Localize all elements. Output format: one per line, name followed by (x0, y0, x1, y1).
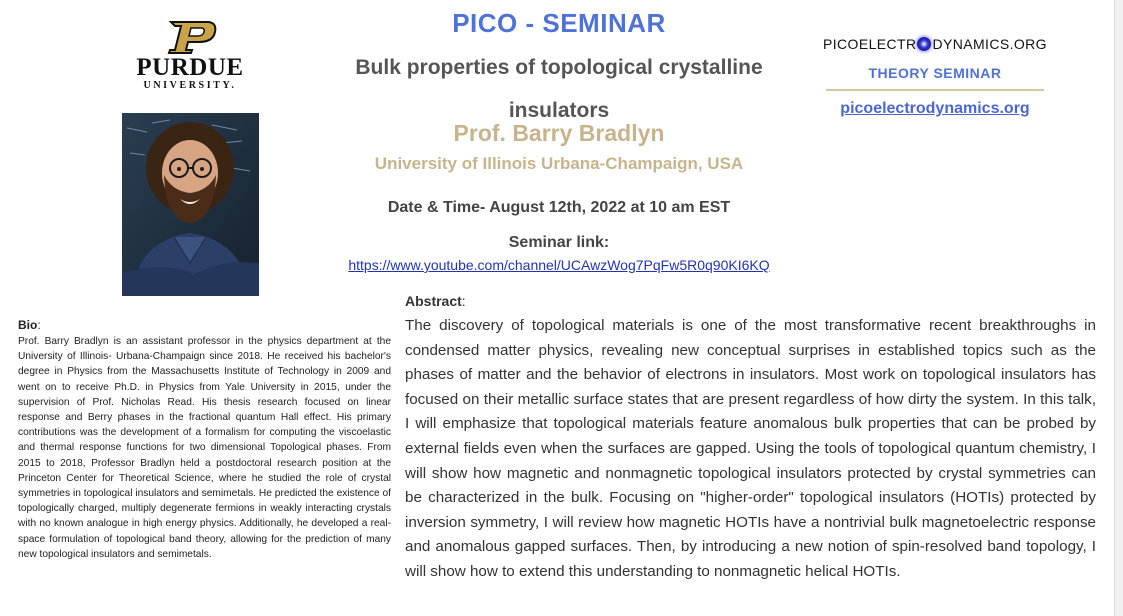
seminar-datetime: Date & Time- August 12th, 2022 at 10 am EST (387, 199, 731, 216)
speaker-name: Prof. Barry Bradlyn (453, 120, 665, 146)
talk-title: Bulk properties of topological crystalline insulators (355, 56, 763, 122)
bio-label: Bio (18, 318, 38, 332)
purdue-p-icon (163, 20, 217, 54)
abstract-label: Abstract (405, 293, 462, 309)
pico-website-link[interactable]: picoelectrodynamics.org (840, 100, 1030, 117)
bio-heading (18, 318, 41, 332)
pico-wordmark (820, 36, 1050, 52)
divider (826, 89, 1044, 91)
seminar-series-title: PICO - SEMINAR (452, 8, 666, 38)
picoelectrodynamics-logo (820, 36, 1050, 118)
purdue-wordmark: PURDUE (136, 54, 244, 81)
vertical-scrollbar[interactable] (1114, 0, 1123, 616)
bio-colon: : (37, 318, 41, 332)
pico-wordmark-end: DYNAMICS.ORG (932, 36, 1047, 52)
abstract-heading (405, 293, 466, 309)
bio-text: Prof. Barry Bradlyn is an assistant professor in the physics department at the University of Illinois- Urbana-Champaign since 2018. He received his bachelor's degree in Physics from the Massachusetts Institute of Technology in 2009 and went on to receive Ph.D. in Physics from Yale University in 2015, under the supervision of Prof. Nicholas Read. His thesis research focused on linear response and Berry phases in the fractional quantum Hall effect. His primary contributions was the development of a formalism for computing the viscoelastic and thermal response functions for two dimensional Topological phases. From 2015 to 2018, Professor Bradlyn held a postdoctoral research position at the Princeton Center for Theoretical Science, where he studied the role of crystal symmetries in topological insulators and semimetals. He predicted the existence of topologically charged, multiply degenerate fermions in weakly interacting crystals with no known analogue in high energy physics. Additionally, he developed a real-space formulation of topological band theory, allowing for the prediction of many new topological insulators and semimetals. (18, 336, 391, 560)
theory-seminar-label: THEORY SEMINAR (868, 65, 1002, 81)
speaker-photo (122, 113, 259, 296)
pico-wordmark-start: PICOELECTR (823, 36, 917, 52)
speaker-affiliation: University of Illinois Urbana-Champaign, USA (374, 154, 744, 173)
abstract-colon: : (461, 293, 466, 309)
purdue-logo (130, 20, 250, 92)
seminar-link-label: Seminar link: (508, 234, 610, 251)
seminar-link[interactable]: https://www.youtube.com/channel/UCAwzWog7PqFw5R0q90KI6KQ (348, 257, 770, 273)
abstract-text: The discovery of topological materials is one of the most transformative recent breakthroughs in condensed matter physics, revealing new conceptual surprises in established topics such as the phases of matter and the behavior of electrons in insulators. Most work on topological insulators has focused on their metallic surface states that are present regardless of how dirty the system. In this talk, I will emphasize that topological materials feature anomalous bulk properties that can be probed by external fields even when the surfaces are gapped. Using the tools of topological quantum chemistry, I will show how magnetic and nonmagnetic topological insulators protected by crystal symmetries can be characterized in the bulk. Focusing on "higher-order" topological insulators (HOTIs) protected by inversion symmetry, I will review how magnetic HOTIs have a nontrivial bulk magnetoelectric response and anomalous gapped surfaces. Then, by introducing a new notion of spin-resolved band topology, I will show how to extend this understanding to nonmagnetic helical HOTIs. (405, 317, 1096, 580)
glowing-orb-icon (917, 37, 931, 51)
purdue-university-label: UNIVERSITY. (143, 80, 237, 91)
